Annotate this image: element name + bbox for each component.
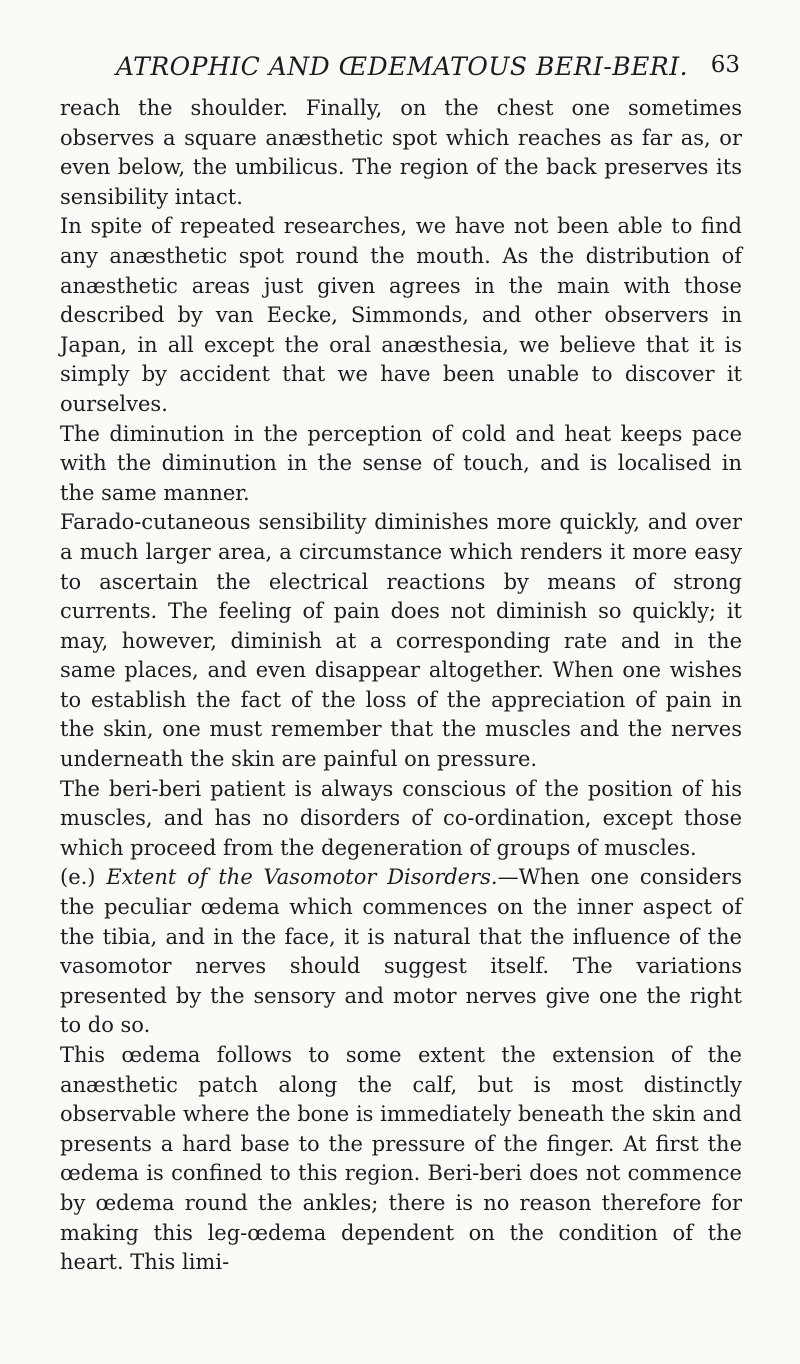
paragraph: reach the shoulder. Finally, on the chest one sometimes observes a square anæsthetic spot which reaches as far as, or even below, the umbilicus. The region of the back preserves its sensibility intact. <box>60 96 742 209</box>
paragraph: In spite of repeated researches, we have not been able to find any anæsthetic spot round the mouth. As the distribution of anæsthetic areas just given agrees in the main with those described by van Eecke, Simmonds, and other observers in Japan, in all except the oral anæsthesia, we believe that it is simply by accident that we have been unable to discover it ourselves. <box>60 214 742 416</box>
paragraph: This œdema follows to some extent the extension of the anæsthetic patch along the calf, but is most distinctly observable where the bone is immediately beneath the skin and presents a hard base to the pressure of the finger. At first the œdema is confined to this region. Beri-beri does not commence by œdema round the ankles; there is no reason therefore for making this leg-œdema dependent on the condition of the heart. This limi- <box>60 1043 742 1275</box>
page-number: 63 <box>710 52 740 78</box>
paragraph: Farado-cutaneous sensibility diminishes more quickly, and over a much larger area, a circumstance which renders it more easy to ascertain the electrical reactions by means of strong currents. The feeling of pain does not diminish so quickly; it may, however, diminish at a corresponding rate and in the same places, and even disappear altogether. When one wishes to establish the fact of the loss of the appreciation of pain in the skin, one must remember that the muscles and the nerves underneath the skin are painful on pressure. <box>60 510 742 772</box>
running-title: ATROPHIC AND ŒDEMATOUS BERI-BERI. <box>116 52 689 81</box>
paragraph: The beri-beri patient is always conscious of the position of his muscles, and has no disorders of co-ordination, except those which proceed from the degeneration of groups of muscles. <box>60 776 742 860</box>
section-title: Extent of the Vasomotor Disorders. <box>106 865 498 890</box>
running-header <box>60 52 742 84</box>
section-text: —When one considers the peculiar œdema which commences on the inner aspect of the tibia, and in the face, it is natural that the influence of the vasomotor nerves should suggest itself. The variations presented by the sensory and motor nerves give one the right to do so. <box>60 865 742 1038</box>
body-text <box>60 94 742 1278</box>
section-label: (e.) <box>60 865 96 890</box>
section-e-paragraph <box>60 863 742 1041</box>
paragraph: The diminution in the perception of cold and heat keeps pace with the diminution in the sense of touch, and is localised in the same manner. <box>60 421 742 505</box>
